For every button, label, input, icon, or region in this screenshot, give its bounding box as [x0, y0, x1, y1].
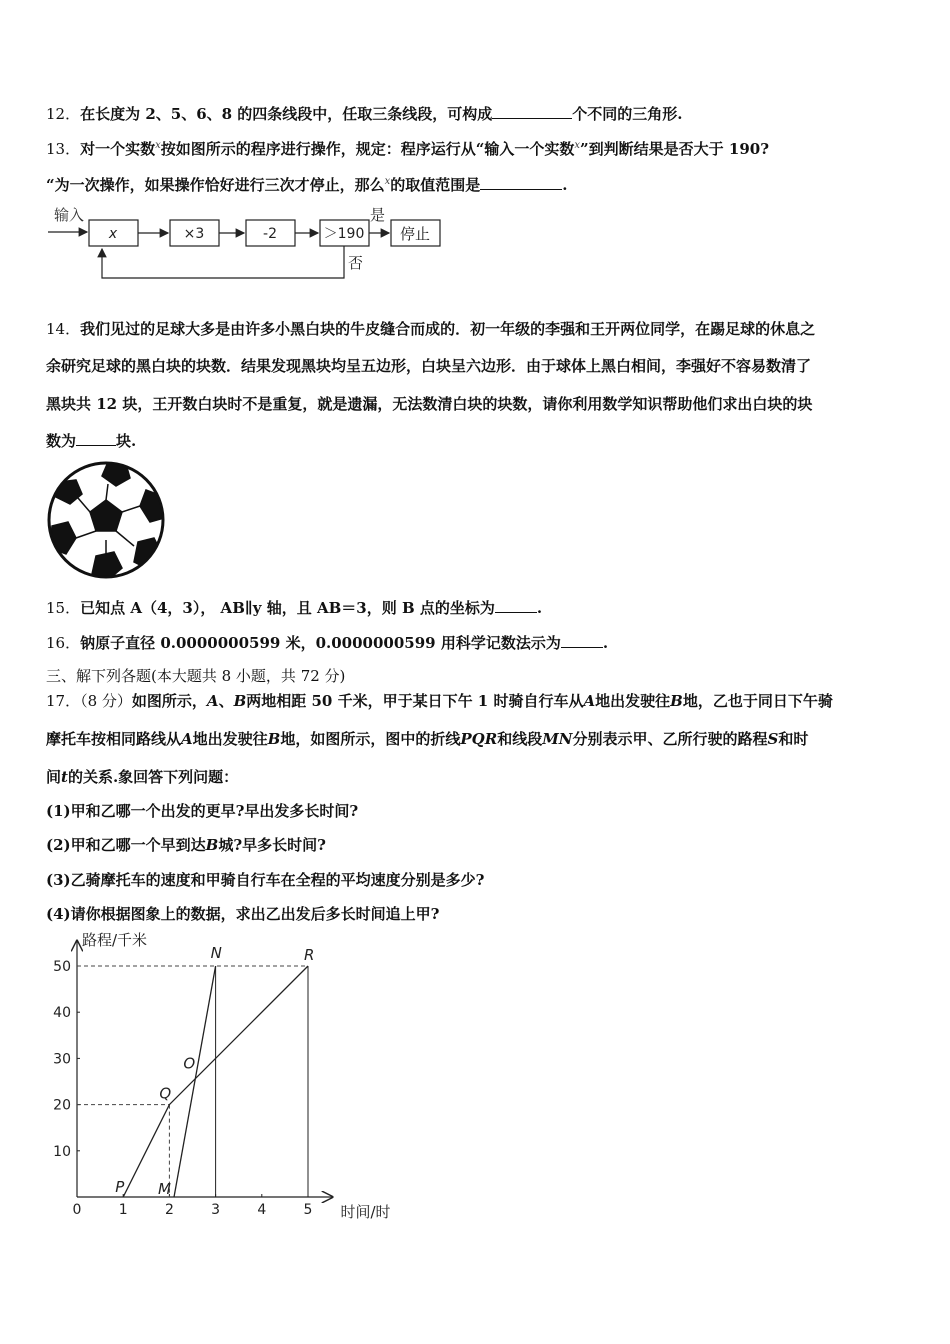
question-text: 块. — [116, 432, 137, 450]
point-label-o: O — [183, 1054, 196, 1073]
point-label-n: N — [210, 944, 222, 962]
variable-x: x — [384, 176, 391, 187]
question-text: 地，如图所示，图中的折线 — [280, 730, 461, 748]
question-text: 和线段 — [497, 730, 543, 748]
var-B: B — [267, 730, 281, 748]
var-A: A — [206, 692, 219, 710]
y-tick-label: 10 — [53, 1143, 71, 1160]
question-number: 16． — [46, 634, 81, 652]
variable-x: x — [574, 140, 581, 151]
x-tick-label: 5 — [303, 1202, 313, 1218]
question-text: 间 — [46, 768, 62, 786]
question-text: 对一个实数 — [80, 140, 156, 158]
series-mn-line — [174, 966, 216, 1197]
question-text: . — [536, 599, 543, 617]
x-tick-label: 2 — [164, 1202, 174, 1218]
question-text: 数为 — [46, 432, 77, 450]
question-text: 城?早多长时间? — [218, 836, 326, 854]
point-label-m: M — [158, 1180, 171, 1198]
y-tick-label: 30 — [53, 1051, 71, 1068]
var-B: B — [205, 836, 219, 854]
flow-box-multiply-label: ×3 — [183, 226, 205, 242]
separator: 、 — [218, 692, 234, 710]
question-number: 14． — [46, 320, 81, 338]
question-text: 和时 — [778, 730, 809, 748]
y-tick-label: 40 — [53, 1005, 71, 1022]
x-tick-label: 4 — [257, 1202, 267, 1218]
question-text: “为一次操作，如果操作恰好进行三次才停止，那么 — [46, 176, 385, 194]
question-text: . — [602, 634, 609, 652]
y-tick-label: 20 — [53, 1097, 71, 1114]
flow-box-compare-label: ＞190 — [323, 226, 365, 242]
question-text: 分别表示甲、乙所行驶的路程 — [572, 730, 768, 748]
flow-no-label: 否 — [348, 254, 364, 272]
question-text: (2)甲和乙哪一个早到达 — [46, 836, 206, 854]
var-MN: MN — [542, 730, 573, 748]
question-text: 已知点 A（4，3）， AB∥y 轴，且 AB＝3，则 B 点的坐标为 — [80, 599, 495, 617]
question-text: 地出发驶往 — [192, 730, 268, 748]
question-17-sub1: (1)甲和乙哪一个出发的更早?早出发多长时间? — [46, 802, 359, 820]
x-tick-label: 3 — [211, 1202, 221, 1218]
point-label-r: R — [304, 946, 315, 964]
question-text: 如图所示， — [131, 692, 207, 710]
question-text: 在长度为 2、5、6、8 的四条线段中，任取三条线段，可构成 — [80, 105, 493, 123]
flow-yes-label: 是 — [370, 206, 386, 224]
flow-box-stop-label: 停止 — [399, 225, 431, 243]
var-A: A — [583, 692, 596, 710]
question-text: 两地相距 50 千米，甲于某日下午 1 时骑自行车从 — [246, 692, 584, 710]
variable-x: x — [155, 140, 161, 151]
point-label-p: P — [115, 1178, 125, 1196]
question-text: 按如图所示的程序进行操作，规定：程序运行从“输入一个实数 — [160, 140, 575, 158]
var-S: S — [767, 730, 779, 748]
question-text: 地出发驶往 — [595, 692, 671, 710]
question-number: 12． — [46, 105, 81, 123]
point-label-q: Q — [159, 1084, 172, 1103]
question-text: 的关系.象回答下列问题： — [67, 768, 239, 786]
question-text: 摩托车按相同路线从 — [46, 730, 182, 748]
flow-box-subtract-label: -2 — [263, 226, 277, 242]
question-text: 地，乙也于同日下午骑 — [682, 692, 833, 710]
x-tick-label: 1 — [118, 1202, 128, 1218]
question-number: 15． — [46, 599, 81, 617]
var-B: B — [670, 692, 683, 710]
question-text: ”到判断结果是否大于 190? — [580, 140, 769, 158]
x-axis-label: 时间/时 — [340, 1203, 391, 1221]
question-text: 个不同的三角形. — [572, 105, 683, 123]
var-B: B — [233, 692, 247, 710]
question-17-sub4: (4)请你根据图象上的数据，求出乙出发后多长时间追上甲? — [46, 905, 440, 923]
var-t: t — [61, 768, 68, 786]
section-title: 三、解下列各题(本大题共 8 小题，共 72 分) — [46, 667, 346, 685]
question-text: . — [562, 176, 568, 194]
question-text: 黑块共 12 块，王开数白块时不是重复，就是遗漏，无法数清白块的块数，请你利用数学知识帮助他们求出白块的块 — [46, 395, 813, 413]
question-text: 余研究足球的黑白块的块数．结果发现黑块均呈五边形，白块呈六边形．由于球体上黑白相间，李强好不容易数清了 — [46, 357, 812, 375]
var-A: A — [181, 730, 193, 748]
question-score: （8 分） — [80, 692, 132, 710]
flow-box-x-label: x — [108, 226, 118, 242]
question-text: 我们见过的足球大多是由许多小黑白块的牛皮缝合而成的．初一年级的李强和王开两位同学，在踢足球的休息之 — [80, 320, 816, 338]
y-axis-label: 路程/千米 — [82, 930, 148, 949]
flow-input-label: 输入 — [54, 206, 85, 224]
x-tick-label: 0 — [72, 1202, 82, 1218]
var-PQR: PQR — [460, 730, 498, 748]
y-tick-label: 50 — [53, 959, 71, 975]
question-17-sub3: (3)乙骑摩托车的速度和甲骑自行车在全程的平均速度分别是多少? — [46, 871, 485, 889]
question-text: 的取值范围是 — [390, 176, 481, 194]
question-text: 钠原子直径 0.0000000599 米，0.0000000599 用科学记数法示为 — [80, 634, 561, 652]
question-number: 13． — [46, 140, 81, 158]
question-number: 17． — [46, 692, 81, 710]
